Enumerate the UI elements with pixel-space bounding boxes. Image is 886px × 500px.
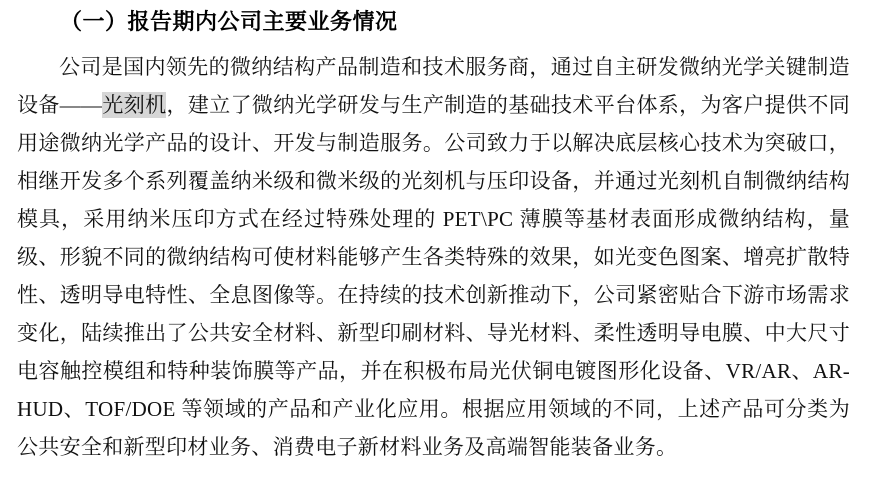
section-heading: （一）报告期内公司主要业务情况 <box>60 9 398 34</box>
paragraph-text-after-highlight: ，建立了微纳光学研发与生产制造的基础技术平台体系，为客户提供不同用途微纳光学产品的设计、开发与制造服务。公司致力于以解决底层核心技术为突破口，相继开发多个系列覆盖纳米级和微米级的光刻机与压印设备，并通过光刻机自制微纳结构模具，采用纳米压印方式在经过特殊处理的 PET\PC 薄膜等基材表面形成微纳结构，量级、形貌不同的微纳结构可使材料能够产生各类特殊的效果，如光变色图案、增亮扩散特性、透明导电特性、全息图像等。在持续的技术创新推动下，公司紧密贴合下游市场需求变化，陆续推出了公共安全材料、新型印刷材料、导光材料、柔性透明导电膜、中大尺寸电容触控模组和特种装饰膜等产品，并在积极布局光伏铜电镀图形化设备、VR/AR、AR-HUD、TOF/DOE 等领域的产品和产业化应用。根据应用领域的不同，上述产品可分类为公共安全和新型印材业务、消费电子新材料业务及高端智能装备业务。 <box>17 93 850 459</box>
paragraph-text-before-highlight: 公司是国内领先的微纳结构产品制造和技术服务商，通过自主研发微纳光学关键制造设备—— <box>17 55 850 117</box>
highlighted-term: 光刻机 <box>102 93 167 117</box>
body-paragraph <box>17 48 850 466</box>
